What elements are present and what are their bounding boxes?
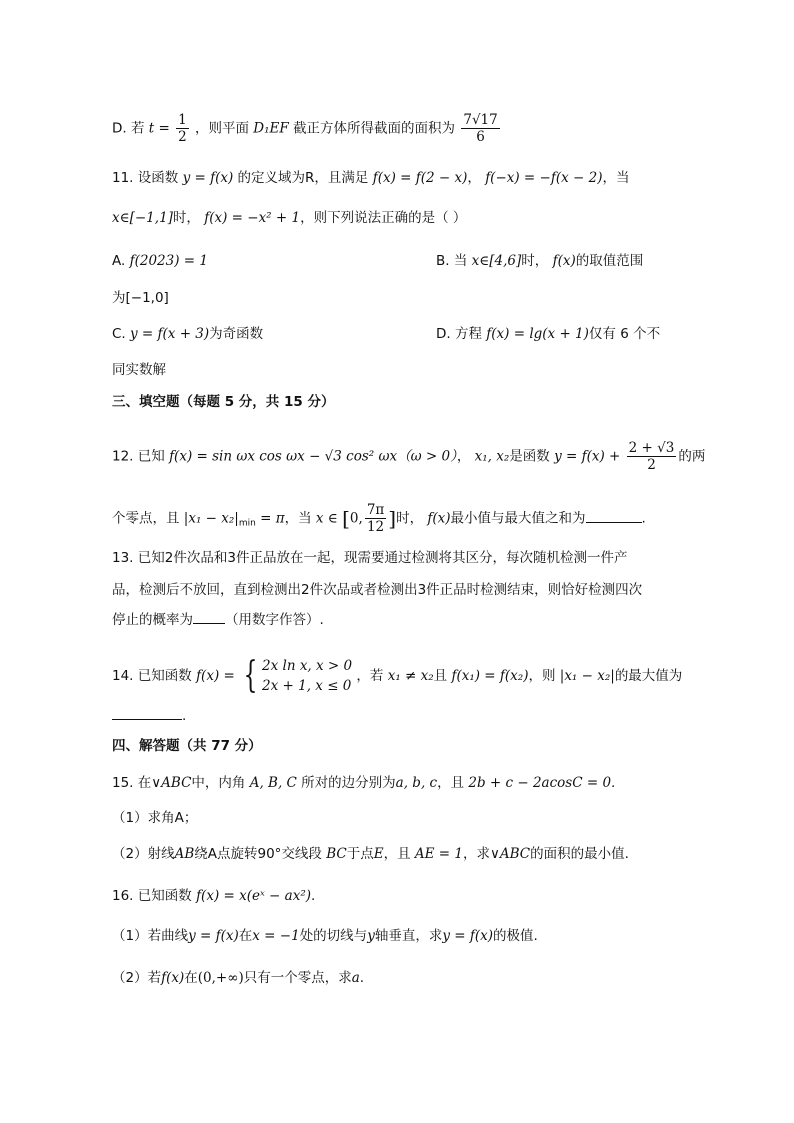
q11-def: f(x) = −x² + 1 <box>204 210 301 226</box>
q14-cases <box>262 656 352 696</box>
q12-l2d: 最小值与最大值之和为 <box>450 510 586 527</box>
q15-l1d: ，且 <box>437 775 465 791</box>
q16-p2a: （2）若 <box>112 970 162 986</box>
q16-p2d: . <box>359 970 365 986</box>
q10d-area-num: 7√17 <box>463 112 498 128</box>
q15-line1 <box>112 773 615 793</box>
q11-optB-fx: f(x) <box>552 253 576 269</box>
q11-line2 <box>112 208 466 228</box>
q16-p1e: 的极值. <box>493 928 538 944</box>
q12-fdef: f(x) = sin ωx cos ωx − √3 cos² ωx（ω > 0） <box>169 448 457 465</box>
q16-p2v: a <box>351 970 360 986</box>
q12-l2b: ，当 <box>284 510 312 527</box>
section-3-heading: 三、填空题（每题 5 分，共 15 分） <box>112 394 335 410</box>
q12-fx: f(x) <box>427 510 451 527</box>
section-4-heading: 四、解答题（共 77 分） <box>112 738 262 754</box>
q12-l1d: 的两 <box>678 448 706 465</box>
q10d-t: t = <box>148 120 170 137</box>
q11-option-d-cont <box>112 360 166 380</box>
q14-l2: . <box>182 708 187 724</box>
q13-line1: 13. 已知2件次品和3件正品放在一起，现需要通过检测将其区分，每次随机检测一件产 <box>112 550 628 566</box>
q16-p1x: x = −1 <box>252 928 300 944</box>
q11-line1 <box>112 168 629 188</box>
q13-line2: 品，检测后不放回，直到检测出2件次品或者检测出3件正品时检测结束，则恰好检测四次 <box>112 582 643 598</box>
q15-sides: a, b, c <box>395 775 438 791</box>
q14-answer-blank[interactable] <box>112 707 182 720</box>
q15-ab: AB <box>174 846 195 862</box>
q11-optB-cont: 为[−1,0] <box>112 290 169 306</box>
q15-p2b: 绕A点旋转90°交线段 <box>194 846 322 862</box>
q15-cond: 2b + c − 2acosC = 0 <box>468 775 612 791</box>
q15-abc: ABC <box>161 775 192 791</box>
q10d-half-den: 2 <box>178 129 187 145</box>
q12-absmin: |x₁ − x₂| <box>183 510 239 527</box>
q11-optA-label: A. <box>112 253 126 269</box>
q12-l1b: ， <box>456 448 471 465</box>
q12-l1c: 是函数 <box>509 448 550 465</box>
q11-optB-end: 的取值范围 <box>575 253 644 269</box>
q11-optC-label: C. <box>112 326 126 342</box>
q15-p2d: ，且 <box>383 846 411 862</box>
q12-int-l: 0, <box>349 510 363 527</box>
q14-line2 <box>112 706 186 726</box>
q10d-area-den: 6 <box>476 129 485 145</box>
q11-l1c: ，当 <box>602 170 630 186</box>
q13-l3b: （用数字作答）. <box>225 612 324 628</box>
q14-l1c: 且 <box>433 668 448 684</box>
q12-eqpi: = π <box>260 510 285 527</box>
q12-answer-blank[interactable] <box>586 510 642 523</box>
q12-l2e: . <box>641 510 646 527</box>
q12-line1 <box>112 440 705 473</box>
q16-p1y: y <box>367 928 375 944</box>
q14-eq: f(x₁) = f(x₂) <box>451 668 529 684</box>
q14-l1e: 的最大值为 <box>614 668 683 684</box>
q16-line1 <box>112 886 315 906</box>
q11-optD-end: 仅有 6 个不 <box>588 326 661 342</box>
q11-l2a: x∈[−1,1] <box>112 210 173 226</box>
q15-p2c: 于点 <box>346 846 374 862</box>
q14-neq: x₁ ≠ x₂ <box>387 668 434 684</box>
q14-l1a: 14. 已知函数 <box>112 668 192 684</box>
q11-optC-end: 为奇函数 <box>209 326 264 342</box>
q15-abc2: ABC <box>499 846 531 862</box>
q11-option-b <box>436 251 643 271</box>
q12-l1a: 12. 已知 <box>112 448 165 465</box>
q11-optB-range: x∈[4,6] <box>471 253 522 269</box>
q13-answer-blank[interactable] <box>193 611 225 624</box>
q15-p2e: ，求∨ <box>463 846 500 862</box>
q14-l1d: ，则 <box>528 668 556 684</box>
q15-ae: AE = 1 <box>414 846 463 862</box>
q11-optD-label: D. 方程 <box>436 326 482 342</box>
q11-optC: y = f(x + 3) <box>130 326 210 342</box>
q15-l1a: 15. 在∨ <box>112 775 162 791</box>
q13-l3a: 停止的概率为 <box>112 612 193 628</box>
q12-line2 <box>112 502 646 535</box>
q14-fx: f(x) = <box>196 668 235 684</box>
q11-l1b: 的定义域为R，且满足 <box>237 170 369 186</box>
q15-l1b: 中，内角 <box>191 775 246 791</box>
q12-l2c: 时， <box>396 510 424 527</box>
q16-p2int: (0,+∞) <box>197 970 244 986</box>
q10d-area <box>461 112 499 145</box>
q16-fdef: f(x) = x(eˣ − ax²) <box>196 888 311 904</box>
q16-l1a: 16. 已知函数 <box>112 888 192 904</box>
q16-l1b: . <box>311 888 316 904</box>
q11-cond2: f(−x) = −f(x − 2) <box>485 170 603 186</box>
q15-angles: A, B, C <box>249 775 297 791</box>
q11-option-b-cont <box>112 288 169 308</box>
q16-part2 <box>112 968 364 988</box>
q11-l1a: 11. 设函数 <box>112 170 179 186</box>
q12-l2a: 个零点，且 <box>112 510 180 527</box>
q10d-half-num: 1 <box>178 112 187 128</box>
q12-frac-num: 2 + √3 <box>628 440 675 456</box>
q15-p2f: 的面积的最小值. <box>530 846 629 862</box>
q15-l1c: 所对的边分别为 <box>301 775 396 791</box>
q11-optB-label: B. 当 <box>436 253 468 269</box>
q11-l2b: 时， <box>172 210 200 226</box>
q12-rbracket: ] <box>388 506 397 531</box>
q15-part2 <box>112 844 629 864</box>
q12-int-num: 7π <box>366 502 385 518</box>
q15-part1: （1）求角A； <box>112 810 198 826</box>
q12-lbracket: [ <box>342 506 350 531</box>
q11-option-c <box>112 324 263 344</box>
q16-p1c: 处的切线与 <box>299 928 368 944</box>
q16-part1 <box>112 926 538 946</box>
q11-optD-cont: 同实数解 <box>112 362 166 378</box>
q11-sep: ， <box>467 170 481 186</box>
q16-p1b: 在 <box>238 928 253 944</box>
q10d-label: D. 若 <box>112 120 145 137</box>
q14-line1 <box>112 656 682 696</box>
q10d-mid2: 截正方体所得截面的面积为 <box>293 120 456 137</box>
q11-option-d <box>436 324 660 344</box>
q12-int-den: 12 <box>366 519 385 535</box>
q12-minsub: min <box>238 518 256 529</box>
q10-option-d <box>112 112 502 145</box>
q12-xin: x ∈ <box>315 510 338 527</box>
q11-optA: f(2023) = 1 <box>129 253 208 269</box>
q15-p2a: （2）射线 <box>112 846 175 862</box>
q16-p2b: 在 <box>184 970 198 986</box>
q12-int-frac <box>365 502 386 535</box>
q15-bc: BC <box>326 846 347 862</box>
q16-p2c: 只有一个零点，求 <box>243 970 352 986</box>
q11-optB-mid: 时， <box>521 253 549 269</box>
q16-p1a: （1）若曲线 <box>112 928 189 944</box>
q16-p2f: f(x) <box>161 970 185 986</box>
q14-absd: |x₁ − x₂| <box>559 668 615 684</box>
q12-frac-den: 2 <box>647 457 656 473</box>
q11-cond1: f(x) = f(2 − x) <box>372 170 468 186</box>
q13-line3 <box>112 610 324 630</box>
q10d-mid: ，则平面 <box>195 120 249 137</box>
q14-brace: { <box>243 655 258 696</box>
q16-p1curve: y = f(x) <box>188 928 239 944</box>
q15-e: E <box>373 846 384 862</box>
q14-l1b: ，若 <box>356 668 384 684</box>
q10d-half <box>176 112 189 145</box>
q16-p1curve2: y = f(x) <box>442 928 493 944</box>
q11-option-a <box>112 251 208 271</box>
q12-frac <box>627 440 677 473</box>
q14-case1: 2x ln x, x > 0 <box>262 658 353 674</box>
q10d-plane: D₁EF <box>253 120 289 137</box>
q11-l2c: ，则下列说法正确的是（ ） <box>300 210 467 226</box>
q12-yexpr: y = f(x) + <box>554 448 621 465</box>
q15-l1e: . <box>611 775 616 791</box>
q16-p1d: 轴垂直，求 <box>374 928 443 944</box>
q14-case2: 2x + 1, x ≤ 0 <box>262 678 352 694</box>
q12-x12: x₁, x₂ <box>474 448 510 465</box>
q11-optD-eq: f(x) = lg(x + 1) <box>486 326 589 342</box>
q11-func: y = f(x) <box>182 170 234 186</box>
